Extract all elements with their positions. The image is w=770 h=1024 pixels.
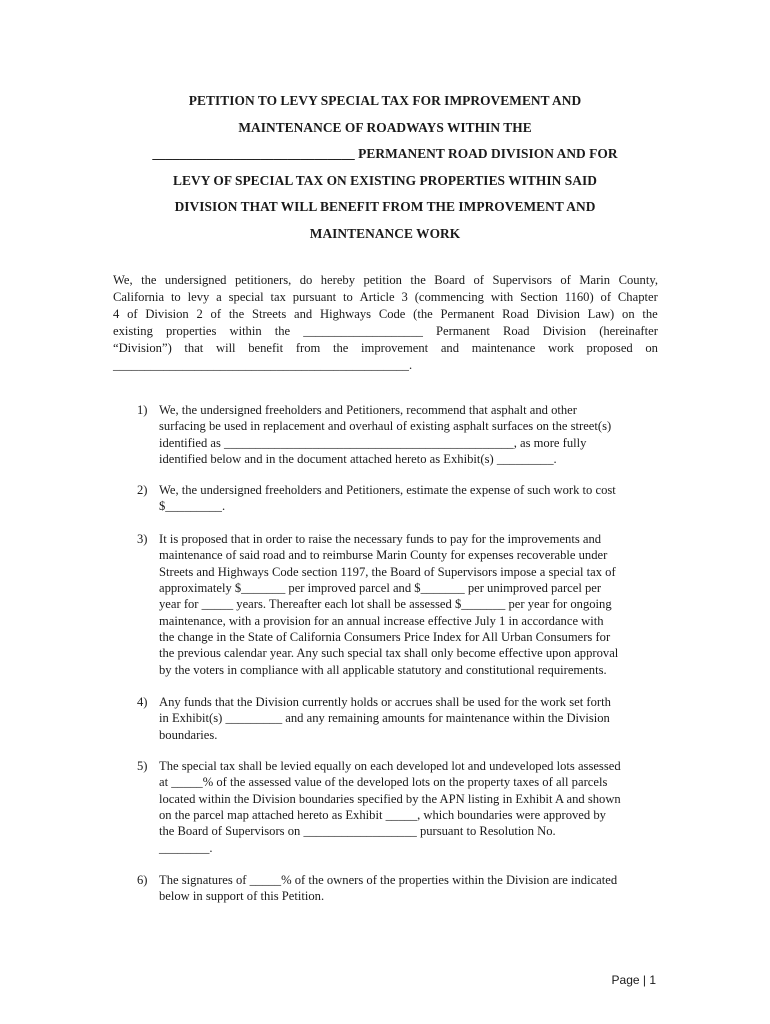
list-item-line: $_________. xyxy=(159,499,226,514)
list-item-line: Streets and Highways Code section 1197, the Board of Supervisors impose a special tax of xyxy=(159,564,616,579)
title-line: MAINTENANCE WORK xyxy=(309,225,461,241)
list-item-text xyxy=(159,872,658,905)
list-item-line: identified below and in the document attached hereto as Exhibit(s) _________. xyxy=(159,452,557,467)
list-item-line: We, the undersigned freeholders and Petitioners, recommend that asphalt and other xyxy=(159,403,577,417)
list-item-text xyxy=(159,531,658,678)
list-item-text xyxy=(159,402,658,467)
list-item-line: below in support of this Petition. xyxy=(159,889,325,904)
document-title xyxy=(100,88,670,248)
intro-line: _______________________________________________. xyxy=(113,357,413,372)
list-item-line: We, the undersigned freeholders and Petitioners, estimate the expense of such work to cost xyxy=(159,483,616,497)
list-item-line: at _____% of the assessed value of the developed lots on the property taxes of all parcels xyxy=(159,775,608,790)
intro-line: 4 of Division 2 of the Streets and Highways Code (the Permanent Road Division Law) on the xyxy=(113,306,658,321)
intro-line: We, the undersigned petitioners, do hereby petition the Board of Supervisors of Marin County, xyxy=(113,273,658,287)
intro-line: existing properties within the ___________________ Permanent Road Division (hereinafter xyxy=(113,323,658,338)
list-item-line: identified as ______________________________________________, as more fully xyxy=(159,435,587,450)
list-item-number: 4) xyxy=(137,695,148,709)
list-item-line: boundaries. xyxy=(159,727,218,742)
list-item-text xyxy=(159,758,658,856)
list-item-number: 5) xyxy=(137,759,148,773)
list-item-line: approximately $_______ per improved parcel and $_______ per unimproved parcel per xyxy=(159,581,602,596)
list-item-line: the previous calendar year. Any such special tax shall only become effective upon approval xyxy=(159,646,619,661)
list-item-number: 6) xyxy=(137,873,148,887)
title-line: LEVY OF SPECIAL TAX ON EXISTING PROPERTIES WITHIN SAID xyxy=(173,172,597,188)
list-item-text xyxy=(159,482,658,515)
list-item-text xyxy=(159,694,658,743)
list-item-line: located within the Division boundaries specified by the APN listing in Exhibit A and shown xyxy=(159,791,621,806)
list-item-line: year for _____ years. Thereafter each lot shall be assessed $_______ per year for ongoing xyxy=(159,597,612,612)
title-line: ______________________________ PERMANENT ROAD DIVISION AND FOR xyxy=(152,146,618,162)
list-item-line: It is proposed that in order to raise the necessary funds to pay for the improvements and xyxy=(159,532,602,546)
list-item-line: the Board of Supervisors on __________________ pursuant to Resolution No. xyxy=(159,824,556,839)
list-item-line: the change in the State of California Consumers Price Index for All Urban Consumers for xyxy=(159,630,611,645)
intro-paragraph xyxy=(113,272,658,373)
title-line: PETITION TO LEVY SPECIAL TAX FOR IMPROVEMENT AND xyxy=(188,93,582,108)
list-item-line: in Exhibit(s) _________ and any remaining amounts for maintenance within the Division xyxy=(159,711,610,726)
list-item-line: The special tax shall be levied equally on each developed lot and undeveloped lots assessed xyxy=(159,759,621,773)
intro-line: California to levy a special tax pursuant to Article 3 (commencing with Section 1160) of Chapter xyxy=(113,289,658,304)
list-item-line: maintenance, with a provision for an annual increase effective July 1 in accordance with xyxy=(159,613,604,628)
intro-line: “Division”) that will benefit from the improvement and maintenance work proposed on xyxy=(113,340,658,355)
list-item-line: surfacing be used in replacement and overhaul of existing asphalt surfaces on the street(s) xyxy=(159,419,612,434)
list-item-line: maintenance of said road and to reimburse Marin County for expenses recoverable under xyxy=(159,548,608,563)
list-item-line: on the parcel map attached hereto as Exhibit _____, which boundaries were approved by xyxy=(159,808,606,823)
list-item-line: by the voters in compliance with all applicable statutory and constitutional requirements. xyxy=(159,662,607,677)
list-item-number: 1) xyxy=(137,403,148,417)
list-item-line: Any funds that the Division currently holds or accrues shall be used for the work set forth xyxy=(159,695,611,709)
title-line: MAINTENANCE OF ROADWAYS WITHIN THE xyxy=(238,119,532,135)
title-line: DIVISION THAT WILL BENEFIT FROM THE IMPROVEMENT AND xyxy=(174,199,596,215)
page-number: Page | 1 xyxy=(611,973,656,987)
list-item-number: 3) xyxy=(137,532,148,546)
list-item-number: 2) xyxy=(137,483,148,497)
list-item-line: The signatures of _____% of the owners of the properties within the Division are indicated xyxy=(159,873,618,887)
list-item-line: ________. xyxy=(159,840,213,855)
